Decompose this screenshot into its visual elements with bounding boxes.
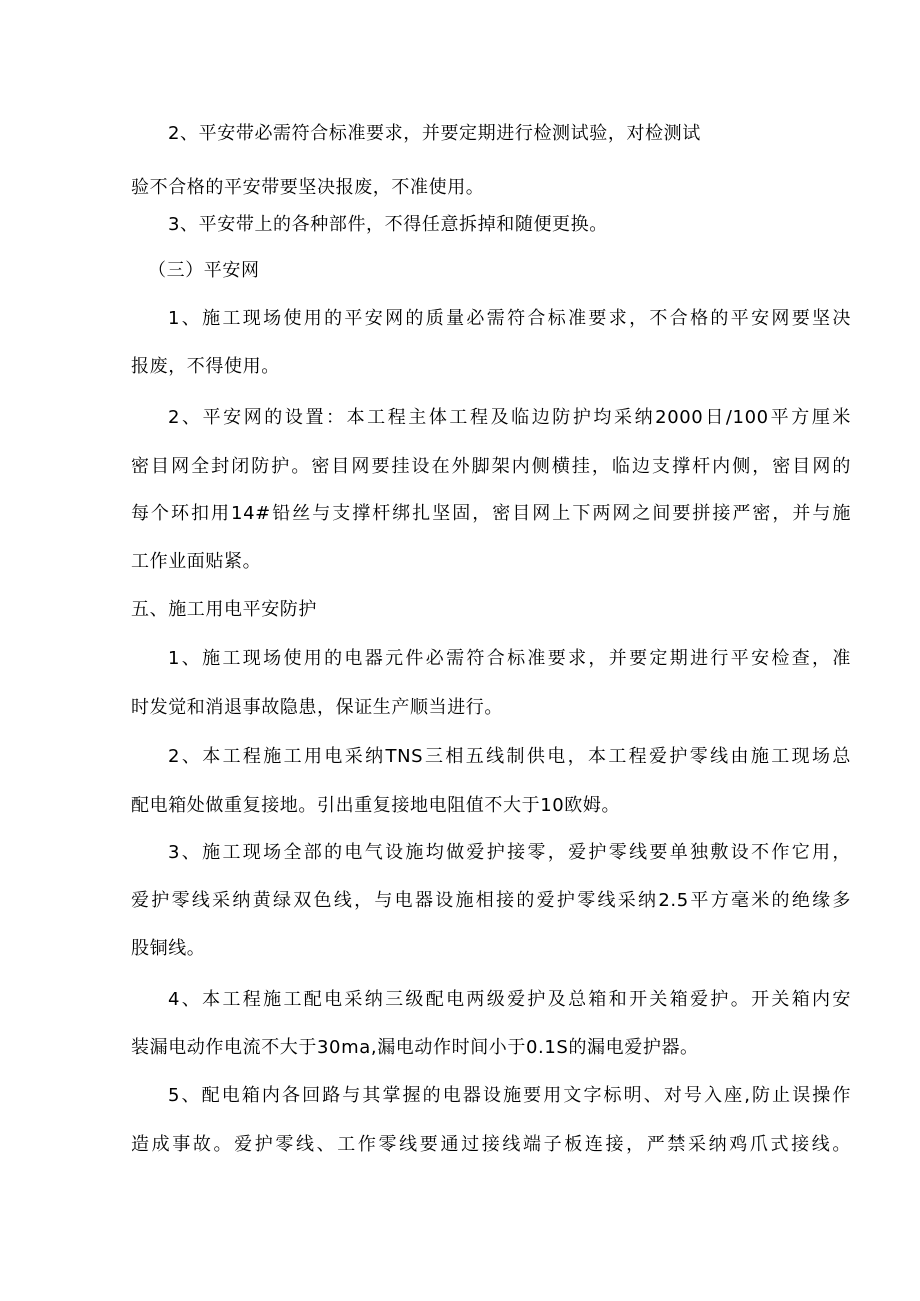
paragraph-line: 工作业面贴紧。 <box>131 551 262 572</box>
paragraph-line: 2、平安带必需符合标准要求，并要定期进行检测试验，对检测试 <box>168 123 701 144</box>
paragraph-line: 装漏电动作电流不大于30ma,漏电动作时间小于0.1S的漏电爱护器。 <box>131 1037 699 1058</box>
section-heading: 五、施工用电平安防护 <box>131 599 317 620</box>
paragraph-line: 配电箱处做重复接地。引出重复接地电阻值不大于10欧姆。 <box>131 795 621 816</box>
paragraph-line: 2、平安网的设置：本工程主体工程及临边防护均采纳2000日/100平方厘米 <box>168 407 851 428</box>
paragraph-line: 造成事故。爱护零线、工作零线要通过接线端子板连接，严禁采纳鸡爪式接线。 <box>131 1134 851 1155</box>
paragraph-line: 时发觉和消退事故隐患，保证生产顺当进行。 <box>131 697 503 718</box>
paragraph-line: 5、配电箱内各回路与其掌握的电器设施要用文字标明、对号入座,防止误操作 <box>168 1085 851 1106</box>
paragraph-line: 密目网全封闭防护。密目网要挂设在外脚架内侧横挂，临边支撑杆内侧，密目网的 <box>131 456 851 477</box>
paragraph-line: 1、施工现场使用的电器元件必需符合标准要求，并要定期进行平安检查，准 <box>168 648 851 669</box>
paragraph-line: 3、平安带上的各种部件，不得任意拆掉和随便更换。 <box>168 214 608 235</box>
paragraph-line: 1、施工现场使用的平安网的质量必需符合标准要求，不合格的平安网要坚决 <box>168 308 851 329</box>
paragraph-line: 2、本工程施工用电采纳TNS三相五线制供电，本工程爱护零线由施工现场总 <box>168 746 851 767</box>
paragraph-line: 报废，不得使用。 <box>131 356 280 377</box>
paragraph-line: 每个环扣用14#铅丝与支撑杆绑扎坚固，密目网上下两网之间要拼接严密，并与施 <box>131 503 851 524</box>
paragraph-line: 4、本工程施工配电采纳三级配电两级爱护及总箱和开关箱爱护。开关箱内安 <box>168 989 851 1010</box>
paragraph-line: 股铜线。 <box>131 938 206 959</box>
paragraph-line: 验不合格的平安带要坚决报废，不准使用。 <box>131 177 485 198</box>
paragraph-line: 爱护零线采纳黄绿双色线，与电器设施相接的爱护零线采纳2.5平方毫米的绝缘多 <box>131 890 851 911</box>
section-heading: （三）平安网 <box>148 260 260 281</box>
paragraph-line: 3、施工现场全部的电气设施均做爱护接零，爱护零线要单独敷设不作它用， <box>168 842 851 863</box>
